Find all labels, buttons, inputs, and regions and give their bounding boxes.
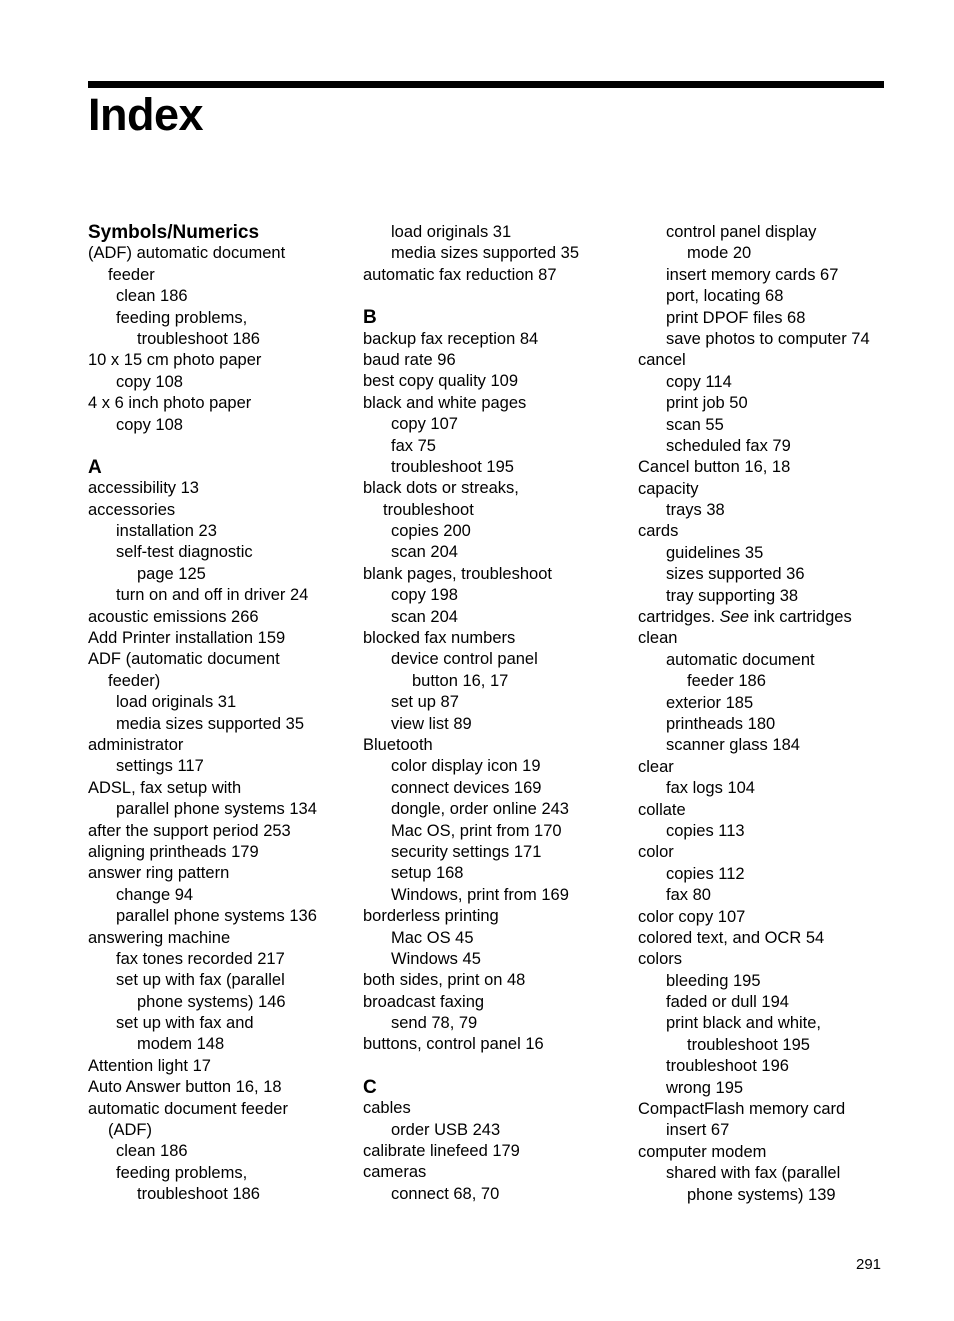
index-subentry: Mac OS 45 [391, 928, 474, 947]
index-entry: collate [638, 800, 686, 819]
index-entry: black dots or streaks, [363, 479, 519, 498]
index-entry: blank pages, troubleshoot [363, 564, 552, 583]
index-subentry: dongle, order online 243 [391, 800, 569, 819]
index-subentry: save photos to computer 74 [666, 329, 870, 348]
index-column-3 [638, 222, 918, 1206]
index-subentry: sizes supported 36 [666, 565, 805, 584]
index-subentry: button 16, 17 [412, 671, 509, 690]
index-subentry: feeding problems, [116, 1163, 248, 1182]
index-subentry: printheads 180 [666, 714, 776, 733]
index-entry: cables [363, 1099, 411, 1118]
index-entry: Cancel button 16, 18 [638, 458, 791, 477]
index-entry: answering machine [88, 928, 231, 947]
index-entry: cards [638, 522, 679, 541]
index-subentry: Windows 45 [391, 949, 481, 968]
index-subentry: modem 148 [137, 1035, 225, 1054]
index-subentry: insert memory cards 67 [666, 265, 839, 284]
index-subentry: automatic document [666, 650, 815, 669]
index-entry: ADSL, fax setup with [88, 778, 242, 797]
section-heading: B [363, 307, 377, 329]
index-entry: color copy 107 [638, 907, 746, 926]
index-entry: both sides, print on 48 [363, 971, 526, 990]
index-subentry: media sizes supported 35 [116, 714, 305, 733]
index-subentry: copy 107 [391, 415, 458, 434]
index-subentry: scanner glass 184 [666, 736, 800, 755]
index-entry: ADF (automatic document [88, 650, 280, 669]
index-subentry: scheduled fax 79 [666, 436, 791, 455]
index-subentry: troubleshoot 186 [137, 1185, 260, 1204]
index-entry: after the support period 253 [88, 821, 291, 840]
index-subentry: load originals 31 [391, 223, 512, 241]
index-subentry: copy 198 [391, 586, 458, 605]
see-target: ink cartridges [748, 608, 852, 627]
index-entry: 4 x 6 inch photo paper [88, 394, 252, 413]
index-subentry: Mac OS, print from 170 [391, 821, 562, 840]
index-subentry: clean 186 [116, 1142, 188, 1161]
index-subentry: set up 87 [391, 693, 459, 712]
index-subentry: feeding problems, [116, 308, 248, 327]
index-entry: administrator [88, 735, 184, 754]
index-subentry: scan 204 [391, 607, 458, 626]
index-subentry: copy 114 [666, 372, 732, 391]
index-subentry: Windows, print from 169 [391, 885, 569, 904]
index-subentry: copy 108 [116, 372, 183, 391]
title-rule [88, 81, 884, 88]
index-entry-continuation: feeder) [108, 671, 161, 690]
index-subentry: guidelines 35 [666, 543, 764, 562]
index-subentry: copies 112 [666, 864, 745, 883]
index-entry: broadcast faxing [363, 992, 485, 1011]
index-subentry: set up with fax (parallel [116, 971, 285, 990]
index-entry: Attention light 17 [88, 1056, 211, 1075]
index-subentry: device control panel [391, 650, 538, 669]
index-entry: answer ring pattern [88, 864, 230, 883]
index-entry: 10 x 15 cm photo paper [88, 351, 262, 370]
section-heading: A [88, 456, 102, 478]
index-entry: colored text, and OCR 54 [638, 928, 825, 947]
index-entry: buttons, control panel 16 [363, 1035, 544, 1054]
index-subentry: color display icon 19 [391, 757, 541, 776]
index-subentry: troubleshoot 196 [666, 1057, 789, 1076]
index-entry: clean [638, 629, 678, 648]
index-subentry: troubleshoot 195 [687, 1035, 810, 1054]
index-subentry: clean 186 [116, 287, 188, 306]
index-entry: Add Printer installation 159 [88, 629, 286, 648]
index-subentry: phone systems) 139 [687, 1185, 836, 1204]
page-number: 291 [856, 1256, 882, 1273]
index-subentry: troubleshoot 186 [137, 329, 260, 348]
index-subentry: connect 68, 70 [391, 1184, 500, 1203]
index-subentry: scan 204 [391, 543, 458, 562]
index-subentry: phone systems) 146 [137, 992, 286, 1011]
index-entry: best copy quality 109 [363, 372, 519, 391]
see-reference: See [719, 608, 749, 627]
section-heading: C [363, 1076, 377, 1098]
index-entry-continuation: feeder [108, 265, 155, 284]
index-subentry: print black and white, [666, 1014, 822, 1033]
index-subentry: troubleshoot 195 [391, 457, 514, 476]
index-entry: borderless printing [363, 907, 499, 926]
index-subentry: self-test diagnostic [116, 543, 253, 562]
index-subentry: mode 20 [687, 244, 752, 263]
index-subentry: faded or dull 194 [666, 993, 789, 1012]
index-subentry: parallel phone systems 134 [116, 800, 317, 819]
index-subentry: copies 113 [666, 821, 745, 840]
index-entry [638, 607, 918, 628]
index-subentry: turn on and off in driver 24 [116, 586, 309, 605]
index-entry: color [638, 843, 674, 862]
index-subentry: send 78, 79 [391, 1014, 478, 1033]
index-subentry: tray supporting 38 [666, 586, 799, 605]
index-entry: Auto Answer button 16, 18 [88, 1078, 282, 1097]
index-subentry: control panel display [666, 223, 817, 241]
index-subentry: order USB 243 [391, 1120, 501, 1139]
index-subentry: set up with fax and [116, 1014, 254, 1033]
index-subentry: security settings 171 [391, 842, 542, 861]
index-entry: colors [638, 950, 683, 969]
index-subentry: shared with fax (parallel [666, 1164, 841, 1183]
index-subentry: trays 38 [666, 501, 725, 520]
index-subentry: connect devices 169 [391, 778, 542, 797]
index-subentry: copies 200 [391, 522, 471, 541]
index-subentry: feeder 186 [687, 672, 766, 691]
index-entry: backup fax reception 84 [363, 329, 539, 348]
index-entry: computer modem [638, 1142, 767, 1161]
index-subentry: bleeding 195 [666, 971, 761, 990]
index-entry: acoustic emissions 266 [88, 607, 259, 626]
index-entry: accessibility 13 [88, 479, 199, 498]
index-term: cartridges. [638, 608, 720, 627]
index-entry: baud rate 96 [363, 350, 456, 369]
index-subentry: page 125 [137, 564, 206, 583]
index-subentry: setup 168 [391, 864, 464, 883]
index-entry: cancel [638, 351, 686, 370]
index-entry-continuation: (ADF) [108, 1121, 152, 1140]
index-entry-continuation: troubleshoot [383, 500, 474, 519]
index-subentry: fax 75 [391, 436, 436, 455]
index-subentry: insert 67 [666, 1121, 730, 1140]
index-subentry: fax 80 [666, 886, 711, 905]
index-column-1 [88, 222, 358, 1206]
index-entry: calibrate linefeed 179 [363, 1142, 520, 1161]
index-subentry: port, locating 68 [666, 287, 784, 306]
index-entry: CompactFlash memory card [638, 1100, 846, 1119]
index-subentry: media sizes supported 35 [391, 244, 580, 263]
index-entry: Bluetooth [363, 735, 433, 754]
index-subentry: scan 55 [666, 415, 724, 434]
index-column-2 [363, 222, 633, 1205]
index-entry: capacity [638, 479, 699, 498]
index-subentry: fax tones recorded 217 [116, 949, 285, 968]
index-entry: automatic document feeder [88, 1099, 288, 1118]
page-title: Index [88, 89, 204, 140]
index-subentry: load originals 31 [116, 693, 237, 712]
index-subentry: settings 117 [116, 757, 204, 776]
index-subentry: print DPOF files 68 [666, 308, 806, 327]
index-subentry: exterior 185 [666, 693, 754, 712]
index-entry: black and white pages [363, 393, 527, 412]
index-subentry: installation 23 [116, 522, 217, 541]
index-entry: cameras [363, 1163, 427, 1182]
index-subentry: change 94 [116, 885, 194, 904]
index-subentry: parallel phone systems 136 [116, 907, 317, 926]
index-entry: accessories [88, 500, 176, 519]
section-heading: Symbols/Numerics [88, 222, 260, 243]
index-entry: blocked fax numbers [363, 629, 516, 648]
index-subentry: wrong 195 [666, 1078, 744, 1097]
index-entry: (ADF) automatic document [88, 244, 286, 263]
index-subentry: view list 89 [391, 714, 472, 733]
index-entry: automatic fax reduction 87 [363, 265, 557, 284]
index-entry: aligning printheads 179 [88, 842, 259, 861]
index-subentry: fax logs 104 [666, 779, 755, 798]
index-subentry: copy 108 [116, 415, 183, 434]
index-subentry: print job 50 [666, 394, 748, 413]
index-entry: clear [638, 757, 674, 776]
